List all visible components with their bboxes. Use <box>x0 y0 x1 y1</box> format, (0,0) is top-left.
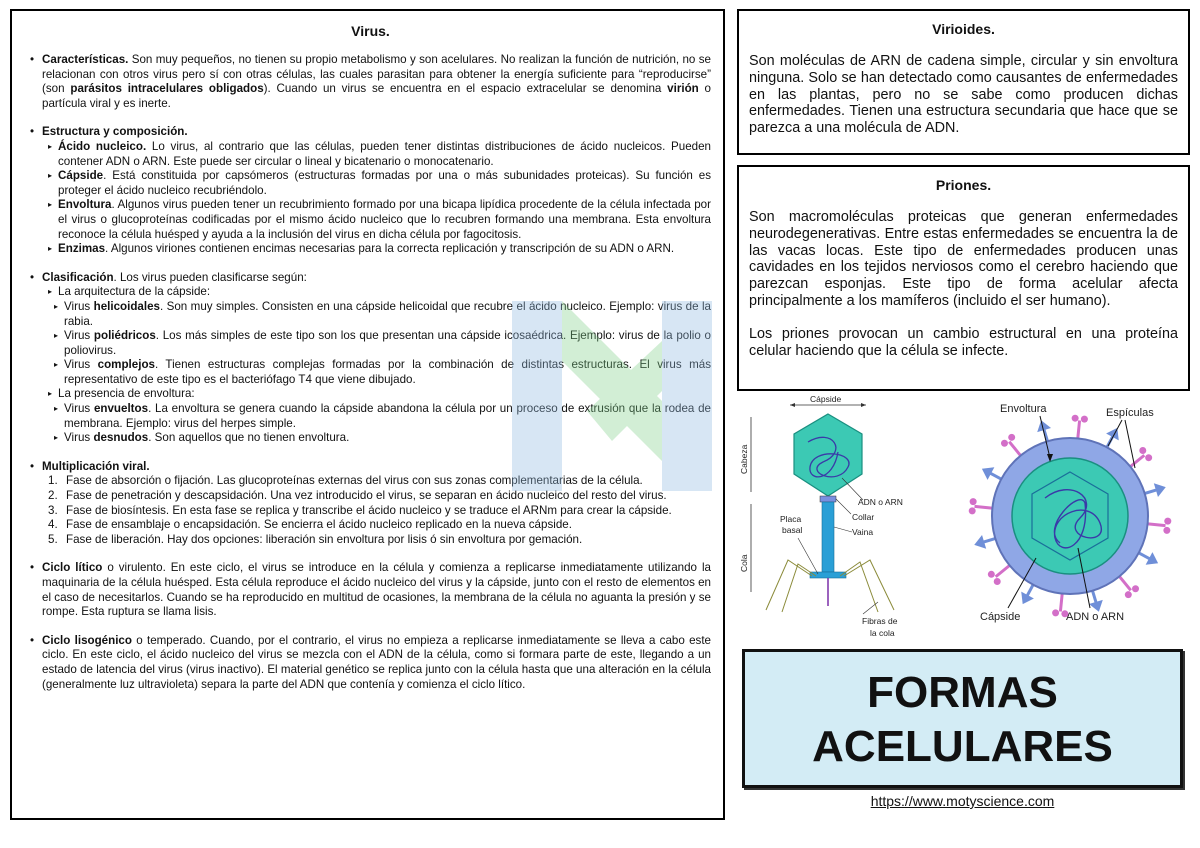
fase-item: 1. Fase de absorción o fijación. Las glucoproteínas externas del virus con sus zonas complementarias de la célula. <box>48 474 643 488</box>
priones-text-2: Los priones provocan un cambio estructural en una proteína celular haciendo que la célula se infecte. <box>749 325 1178 359</box>
caracteristicas-text: Son muy pequeños, no tienen su propio metabolismo y son acelulares. No realizan la función de nutrición, no se relacionan con otros virus pero sí con otras células, las cuales parasitan para obtener la energía suficiente para “reproducirse” (son <box>42 53 711 96</box>
bacteriophage-diagram <box>738 392 938 640</box>
multiplicacion-label: Multiplicación viral. <box>42 459 150 473</box>
priones-panel <box>737 165 1190 391</box>
collar-label: Collar <box>852 512 875 522</box>
spike-knob <box>1145 454 1152 461</box>
fase-item: 3. Fase de biosíntesis. En esta fase se replica y transcribe el ácido nucleico y se traduce el ARNm para crear la cápside. <box>48 503 672 517</box>
virus-capsid <box>1012 458 1128 574</box>
website-link[interactable]: https://www.motyscience.com <box>870 793 1055 809</box>
banner-line-1: FORMAS <box>867 668 1058 717</box>
arquitectura-item: ▸ Virus poliédricos. Los más simples de este tipo son los que presentan una cápside icosaédrica. Ejemplo: virus de la polio o poliovirus. <box>30 329 711 358</box>
priones-title: Priones. <box>935 177 992 193</box>
espiculas-label: Espículas <box>1106 407 1154 419</box>
priones-text-1: Son macromoléculas proteicas que generan enfermedades neurodegenerativas. Entre estas enfermedades se encuentra la de las vacas locas. Este tipo de enfermedades producen unas cavidades en los tejidos nerviosos como el cerebro haciendo que parezcan esponjas. Este tipo de forma acelular afecta principalmente a los mamíferos (incluido el ser humano). <box>749 209 1178 309</box>
spike-knob <box>994 578 1001 585</box>
cabeza-label: Cabeza <box>739 444 749 474</box>
envoltura-label: ▸ La presencia de envoltura: <box>30 387 711 402</box>
multiplicacion-section <box>30 460 711 548</box>
envoltura-item: ▸ Virus envueltos. La envoltura se genera cuando la cápside abandona la célula por un proceso de extrusión que la rodea de membrana. Ejemplo: virus del herpes simple. <box>30 402 711 431</box>
caracteristicas-text-3: o partícula viral y es inerte. <box>42 82 712 110</box>
ciclo-litico-text: o virulento. En este ciclo, el virus se introduce en la célula y comienza a replicarse inmediatamente utilizando la maquinaria de la célula huésped. Esta célula reproduce el ácido nucleico del virus y la cápside, junto con el resto de elementos en el caso de necesitarlos. Cuando se ha reproducido en multitud de ocasiones, la membrana de la célula no aguanta la presión y se rompe. Esta ruptura se llama lisis. <box>42 561 711 619</box>
clasificacion-label: Clasificación <box>42 270 114 284</box>
caracteristicas-text-2: ). Cuando un virus se encuentra en el espacio extracelular se denomina <box>263 82 668 96</box>
enveloped-virus-diagram <box>960 398 1182 628</box>
arquitectura-label: ▸ La arquitectura de la cápside: <box>30 285 711 300</box>
spike-knob <box>988 571 995 578</box>
fase-item: 5. Fase de liberación. Hay dos opciones: liberación sin envoltura por lisis ó sin envoltura por gemación. <box>48 532 583 546</box>
viroides-panel <box>737 9 1190 155</box>
capside-label: Cápside <box>810 394 842 404</box>
placa-label: Placa <box>780 514 802 524</box>
spike <box>1146 524 1166 526</box>
virus-panel <box>10 9 725 820</box>
capside-fig-label: Cápside <box>980 611 1021 623</box>
basal-label: basal <box>782 525 803 535</box>
virus-title: Virus. <box>351 23 390 39</box>
clasificacion-section: • Clasificación. Los virus pueden clasificarse según: ▸ La arquitectura de la cápside: ▸ Virus helicoidales. Son muy simples. Consisten en una cápside helicoidal que recubre el ácido nucleico. Ejemplo: virus de la rabia. ▸ Virus poliédricos. Los más simples de este tipo son los que presentan una cápside icosaédrica. Ejemplo: virus de la polio o poliovirus. ▸ Virus complejos. Tienen estructuras complejas formadas por la combinación de distintas estructuras. El virus más representativo de este tipo es el bacteriófago T4 que viene dibujado. ▸ La presencia de envoltura: ▸ Virus envueltos. La envoltura se genera cuando la cápside abandona la célula por un proceso de extrusión que la rodea de membrana. Ejemplo: virus del herpes simple. ▸ Virus desnudos. Son aquellos que no tienen envoltura. <box>30 271 711 446</box>
envoltura-item: ▸ Virus desnudos. Son aquellos que no tienen envoltura. <box>30 431 711 446</box>
estructura-label: Estructura y composición. <box>42 125 188 139</box>
estructura-section <box>30 125 711 256</box>
caracteristicas-section <box>30 53 711 111</box>
ciclo-litico-label: Ciclo lítico <box>42 561 103 575</box>
estructura-item: ▸ Enzimas. Algunos viriones contienen encimas necesarias para la correcta replicación y transcripción de su ADN o ARN. <box>30 242 711 257</box>
spike-knob <box>1139 447 1146 454</box>
spike-knob <box>1072 415 1079 422</box>
adn-arn-label: ADN o ARN <box>858 497 903 507</box>
spike-knob <box>1008 434 1015 441</box>
spike-knob <box>970 498 977 505</box>
title-banner <box>742 649 1183 788</box>
estructura-item: ▸ Cápside. Está constituida por capsómeros (estructuras formadas por una o más subunidades proteicas). Su función es proteger el ácido nucleico recubriéndolo. <box>30 169 711 198</box>
arquitectura-item: ▸ Virus helicoidales. Son muy simples. Consisten en una cápside helicoidal que recubre el ácido nucleico. Ejemplo: virus de la rabia. <box>30 300 711 329</box>
spike-knob <box>1052 609 1059 616</box>
ciclo-litico-section <box>30 561 711 619</box>
fase-item: 2. Fase de penetración y descapsidación. Una vez introducido el virus, se separan en ácido nucleico del resto del virus. <box>48 489 667 503</box>
ciclo-lisogenico-section <box>30 634 711 692</box>
parasitos-term: parásitos intracelulares obligados <box>70 82 264 96</box>
spike-knob <box>1081 416 1088 423</box>
viroides-title: Virioides. <box>932 21 995 37</box>
estructura-item: ▸ Envoltura. Algunos virus pueden tener un recubrimiento formado por una bicapa lipídica procedente de la célula infectada por el virus o glucoproteínas codificadas por el mismo ácido nucleico que lo recubren formando una membrana. Esta envoltura reconoce la célula huésped y ayuda a la inclusión del virus en dicha célula por fagocitosis. <box>30 198 711 242</box>
spike-knob <box>1132 585 1139 592</box>
banner-line-2: ACELULARES <box>812 722 1113 771</box>
arquitectura-item: ▸ Virus complejos. Tienen estructuras complejas formadas por la combinación de distintas estructuras. El virus más representativo de este tipo es el bacteriófago T4 que viene dibujado. <box>30 358 711 387</box>
ciclo-lisogenico-label: Ciclo lisogénico <box>42 633 132 647</box>
spike-knob <box>1164 518 1171 525</box>
estructura-item: ▸ Ácido nucleico. Lo virus, al contrario que las células, pueden tener distintas distribuciones de ácido nucleicos. Pueden contener ADN o ARN. Este puede ser circular o lineal y bicatenario o monocatenario. <box>30 140 711 169</box>
spike-knob <box>1001 440 1008 447</box>
caracteristicas-label: Características. <box>42 53 129 66</box>
fibras-label: Fibras de <box>862 616 898 626</box>
envoltura-fig-label: Envoltura <box>1000 403 1047 415</box>
spike-knob <box>969 507 976 514</box>
la-cola-label: la cola <box>870 628 895 638</box>
spike-knob <box>1125 591 1132 598</box>
adn-arn-fig-label: ADN o ARN <box>1066 611 1125 623</box>
ciclo-lisogenico-text: o temperado. Cuando, por el contrario, el virus no empieza a replicarse inmediatamente se lleva a cabo este ciclo. En este ciclo, el ácido nucleico del virus se mezcla con el ADN de la célula, como si formara parte de este, llegando a un estado de latencia del virus (virus inactivo). El material genético se replica junto con la célula hasta que una alteración en la célula (generalmente luz ultravioleta) separa la parte del ADN que contenía y comienza el ciclo lítico. <box>42 633 712 691</box>
cola-label: Cola <box>739 554 749 572</box>
phage-head <box>794 414 862 496</box>
virion-term: virión <box>667 82 699 96</box>
vaina-label: Vaina <box>852 527 874 537</box>
spike-knob <box>1163 527 1170 534</box>
fase-item: 4. Fase de ensamblaje o encapsidación. Se encierra el ácido nucleico replicado en la nueva cápside. <box>48 518 572 532</box>
viroides-text: Son moléculas de ARN de cadena simple, circular y sin envoltura ninguna. Solo se han detectado como causantes de enfermedades en las plantas, pero no se sabe como producen dichas enfermedades. Tienen una estructura secundaria que hace que se parezca a una molécula de ADN. <box>749 53 1178 137</box>
